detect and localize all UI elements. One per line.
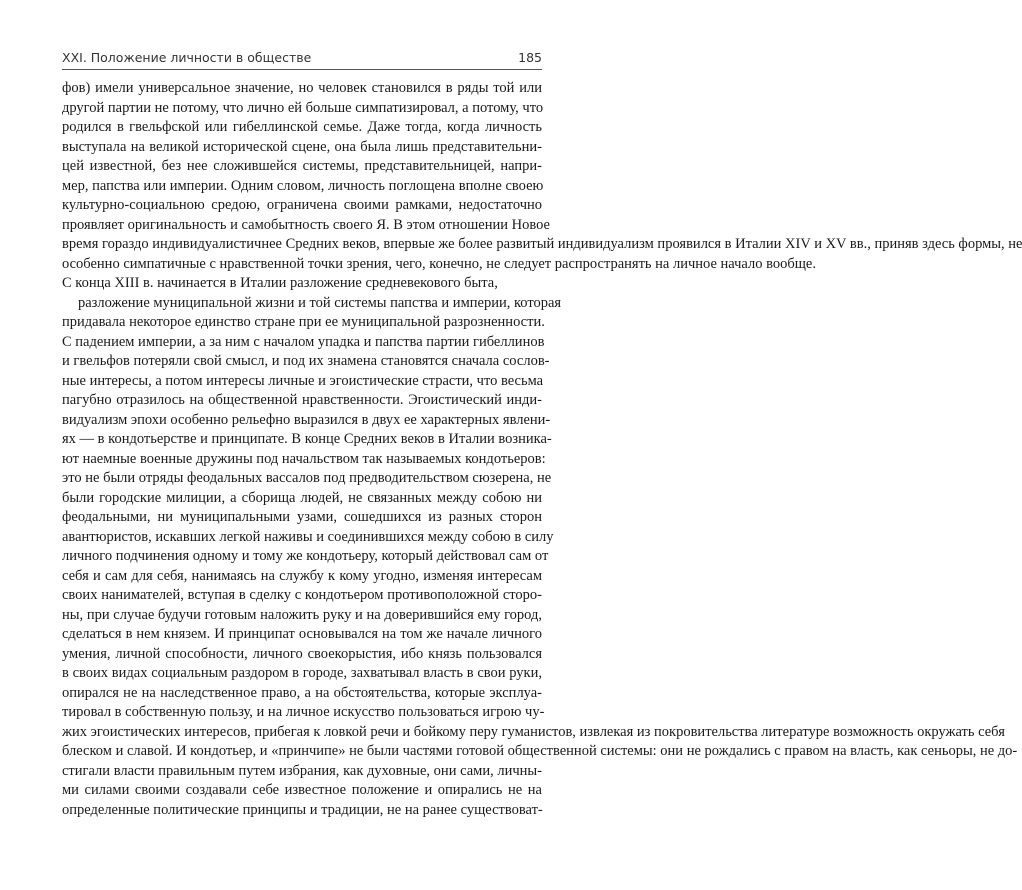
text-line: тировал в собственную пользу, и на личное искусство пользоваться игрою чу- xyxy=(62,704,545,720)
text-line: авантюристов, искавших легкой наживы и соединившихся между собою в силу xyxy=(62,528,554,545)
text-line: себя и сам для себя, нанимаясь на службу к кому угодно, изменяя интересам xyxy=(62,567,542,584)
text-line: стигали власти правильным путем избрания, как духовные, они сами, личны- xyxy=(62,762,542,779)
text-line: придавала некоторое единство стране при ее муниципальной разрозненности. xyxy=(62,314,545,330)
text-line: другой партии не потому, что лично ей больше симпатизировал, а потому, что xyxy=(62,99,544,116)
text-line: это не были отряды феодальных вассалов под предводительством сюзерена, не xyxy=(62,470,552,486)
text-line: С падением империи, а за ним с началом упадка и папства партии гибеллинов xyxy=(62,333,545,350)
text-line: фов) имели универсальное значение, но человек становился в ряды той или xyxy=(62,80,542,96)
text-line: ми силами своими создавали себе известное положение и опирались не на xyxy=(62,782,542,798)
text-line: жих эгоистических интересов, прибегая к ловкой речи и бойкому перу гуманистов, извлекая из покровительства литературе возможность окружать себя xyxy=(62,723,1005,740)
text-line: ны, при случае будучи готовым наложить руку и на доверившийся ему город, xyxy=(62,606,542,623)
paragraph-end-line: С конца XIII в. начинается в Италии разложение средневекового быта, xyxy=(62,275,498,291)
text-line: особенно симпатичные с нравственной точки зрения, чего, конечно, не следует распространять на личное начало вообще. xyxy=(62,255,816,272)
text-line: личного подчинения одному и тому же кондотьеру, который действовал сам от xyxy=(62,548,549,564)
chapter-title: XXI. Положение личности в обществе xyxy=(62,50,312,65)
text-line: своих нанимателей, вступая в сделку с кондотьером противоположной сторо- xyxy=(62,587,542,603)
text-line: и гвельфов потеряли свой смысл, и под их знамена становятся сначала сослов- xyxy=(62,353,550,369)
book-page xyxy=(62,0,1022,890)
text-line xyxy=(62,820,542,840)
paragraph-first-line: разложение муниципальной жизни и той системы папства и империи, которая xyxy=(78,294,562,311)
text-line: ные интересы, а потом интересы личные и эгоистические страсти, что весьма xyxy=(62,372,544,389)
text-line: видуализм эпохи особенно рельефно выразился в двух ее характерных явлени- xyxy=(62,411,551,428)
body-text xyxy=(62,79,1022,840)
header-rule xyxy=(62,69,542,70)
text-line: культурно-социальною средою, ограничена своими рамками, недостаточно xyxy=(62,197,542,213)
text-line: проявляет оригинальность и самобытность своего Я. В этом отношении Новое xyxy=(62,216,550,233)
text-line: ют наемные военные дружины под начальством так называемых кондотьеров: xyxy=(62,450,546,467)
text-line: блеском и славой. И кондотьер, и «принчипе» не были частями готовой общественной системы: они не рождались с правом на власть, как сеньоры, не до- xyxy=(62,743,1018,759)
text-line: ях — в кондотьерстве и принципате. В конце Средних веков в Италии возника- xyxy=(62,431,552,447)
text-line: сделаться в нем князем. И принципат основывался на том же начале личного xyxy=(62,626,542,642)
text-line: умения, личной способности, личного своекорыстия, ибо князь пользовался xyxy=(62,645,542,662)
text-line: цей известной, без нее сложившейся системы, представительницей, напри- xyxy=(62,158,542,174)
text-line: опирался не на наследственное право, а на обстоятельства, которые эксплуа- xyxy=(62,684,542,701)
text-line: выступала на великой исторической сцене, она была лишь представительни- xyxy=(62,138,542,155)
text-line: в своих видах социальным раздором в городе, захватывал власть в свои руки, xyxy=(62,665,542,681)
text-line: феодальными, ни муниципальными узами, сошедшихся из разных сторон xyxy=(62,509,542,525)
text-line: время гораздо индивидуалистичнее Средних веков, впервые же более развитый индивидуализм проявился в Италии XIV и XV вв., приняв здесь формы, не xyxy=(62,236,1022,252)
text-line: были городские милиции, а сборища людей, не связанных между собою ни xyxy=(62,489,542,506)
running-header xyxy=(62,50,542,70)
text-line: мер, папства или империи. Одним словом, личность поглощена вполне своею xyxy=(62,177,544,194)
text-line: определенные политические принципы и традиции, не на ранее существоват- xyxy=(62,801,543,818)
page-number: 185 xyxy=(518,50,542,65)
text-line: пагубно отразилось на общественной нравственности. Эгоистический инди- xyxy=(62,392,542,408)
text-line: родился в гвельфской или гибеллинской семье. Даже тогда, когда личность xyxy=(62,119,542,135)
